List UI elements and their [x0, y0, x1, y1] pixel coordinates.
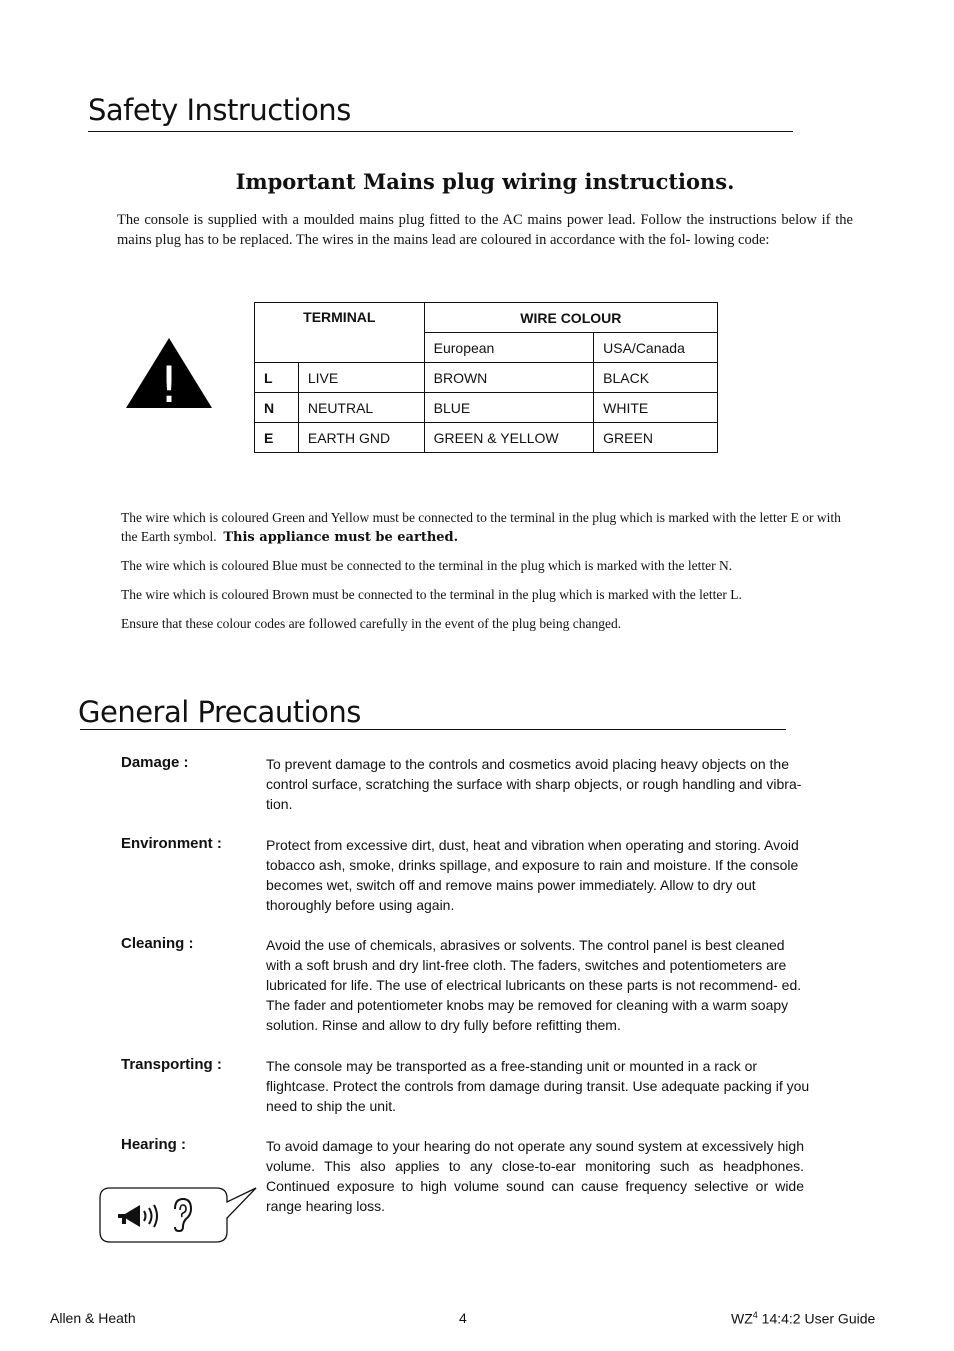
- header-wire-colour: WIRE COLOUR: [424, 303, 717, 333]
- header-terminal: TERMINAL: [255, 303, 425, 363]
- precaution-label-transporting: Transporting :: [121, 1056, 222, 1073]
- table-header-row: [255, 303, 718, 333]
- precautions-title-rule: [80, 729, 786, 730]
- wiring-note-earth: [121, 508, 857, 547]
- precaution-text-environment: Protect from excessive dirt, dust, heat and vibration when operating and storing. Avoid tobacco ash, smoke, drinks spillage, and exposure to rain and moisture. If the console becomes wet, switch off and remove mains power immediately. Allow to dry out thoroughly before using again.: [266, 837, 799, 913]
- safety-intro: The console is supplied with a moulded mains plug fitted to the AC mains power lead. Follow the instructions below if the mains plug has to be replaced. The wires in the mains lead are coloured in accordance with the fol- lowing code:: [117, 212, 853, 248]
- earthed-warning: This appliance must be earthed.: [223, 530, 459, 545]
- precaution-text-damage: To prevent damage to the controls and cosmetics avoid placing heavy objects on the control surface, scratching the surface with sharp objects, or rough handling and vibra- tion.: [266, 756, 802, 812]
- row-european: GREEN & YELLOW: [424, 423, 594, 453]
- row-terminal: NEUTRAL: [298, 393, 424, 423]
- table-row: [255, 363, 718, 393]
- row-terminal: LIVE: [298, 363, 424, 393]
- row-usa: WHITE: [594, 393, 718, 423]
- row-letter: L: [255, 363, 299, 393]
- ear-icon: [170, 1197, 194, 1233]
- footer-guide-suffix: 14:4:2 User Guide: [757, 1310, 876, 1327]
- safety-title: Safety Instructions: [88, 93, 351, 127]
- row-european: BLUE: [424, 393, 594, 423]
- precaution-label-cleaning: Cleaning :: [121, 935, 194, 952]
- wiring-note-ensure: Ensure that these colour codes are followed carefully in the event of the plug being changed.: [121, 616, 622, 631]
- wiring-note-live: The wire which is coloured Brown must be connected to the terminal in the plug which is marked with the letter L.: [121, 587, 742, 602]
- wiring-table: [254, 302, 718, 453]
- subheader-usa: USA/Canada: [594, 333, 718, 363]
- safety-subtitle: Important Mains plug wiring instructions.: [235, 169, 735, 194]
- precaution-label-hearing: Hearing :: [121, 1136, 187, 1153]
- footer-guide-title: [731, 1310, 875, 1327]
- footer-company: Allen & Heath: [50, 1310, 136, 1326]
- row-european: BROWN: [424, 363, 594, 393]
- footer-page-number: 4: [459, 1310, 467, 1326]
- subheader-european: European: [424, 333, 594, 363]
- row-letter: N: [255, 393, 299, 423]
- precaution-label-environment: Environment :: [121, 835, 222, 852]
- row-terminal: EARTH GND: [298, 423, 424, 453]
- precaution-text-transporting: The console may be transported as a free-standing unit or mounted in a rack or flightcase. Protect the controls from damage during transit. Use adequate packing if you need to ship the unit.: [266, 1058, 810, 1114]
- table-row: [255, 393, 718, 423]
- row-usa: BLACK: [594, 363, 718, 393]
- precaution-text-hearing: To avoid damage to your hearing do not operate any sound system at excessively high volume. This also applies to any close-to-ear monitoring such as headphones. Continued exposure to high volume sound can cause frequency selective or wide range hearing loss.: [266, 1138, 804, 1214]
- row-usa: GREEN: [594, 423, 718, 453]
- wiring-note-neutral: The wire which is coloured Blue must be connected to the terminal in the plug which is marked with the letter N.: [121, 558, 733, 573]
- footer-guide-sup: 4: [752, 1310, 758, 1320]
- row-letter: E: [255, 423, 299, 453]
- precaution-label-damage: Damage :: [121, 754, 189, 771]
- safety-title-rule: [88, 131, 793, 132]
- footer-guide-prefix: WZ: [731, 1310, 753, 1327]
- wiring-note-earth-text: The wire which is coloured Green and Yellow must be connected to the terminal in the plug which is marked with the letter E or with the Earth symbol.: [121, 510, 841, 544]
- warning-symbol: !: [158, 356, 180, 410]
- precaution-text-cleaning: Avoid the use of chemicals, abrasives or solvents. The control panel is best cleaned with a soft brush and dry lint-free cloth. The faders, switches and potentiometers are lubricated for life. The use of electrical lubricants on these parts is not recommend- ed. The fader and potentiometer knobs may be removed for cleaning with a warm soapy solution. Rinse and allow to dry fully before refitting them.: [266, 937, 802, 1033]
- precautions-title: General Precautions: [78, 695, 361, 729]
- loudspeaker-icon: [116, 1201, 160, 1231]
- warning-triangle-icon: [124, 336, 214, 410]
- table-row: [255, 423, 718, 453]
